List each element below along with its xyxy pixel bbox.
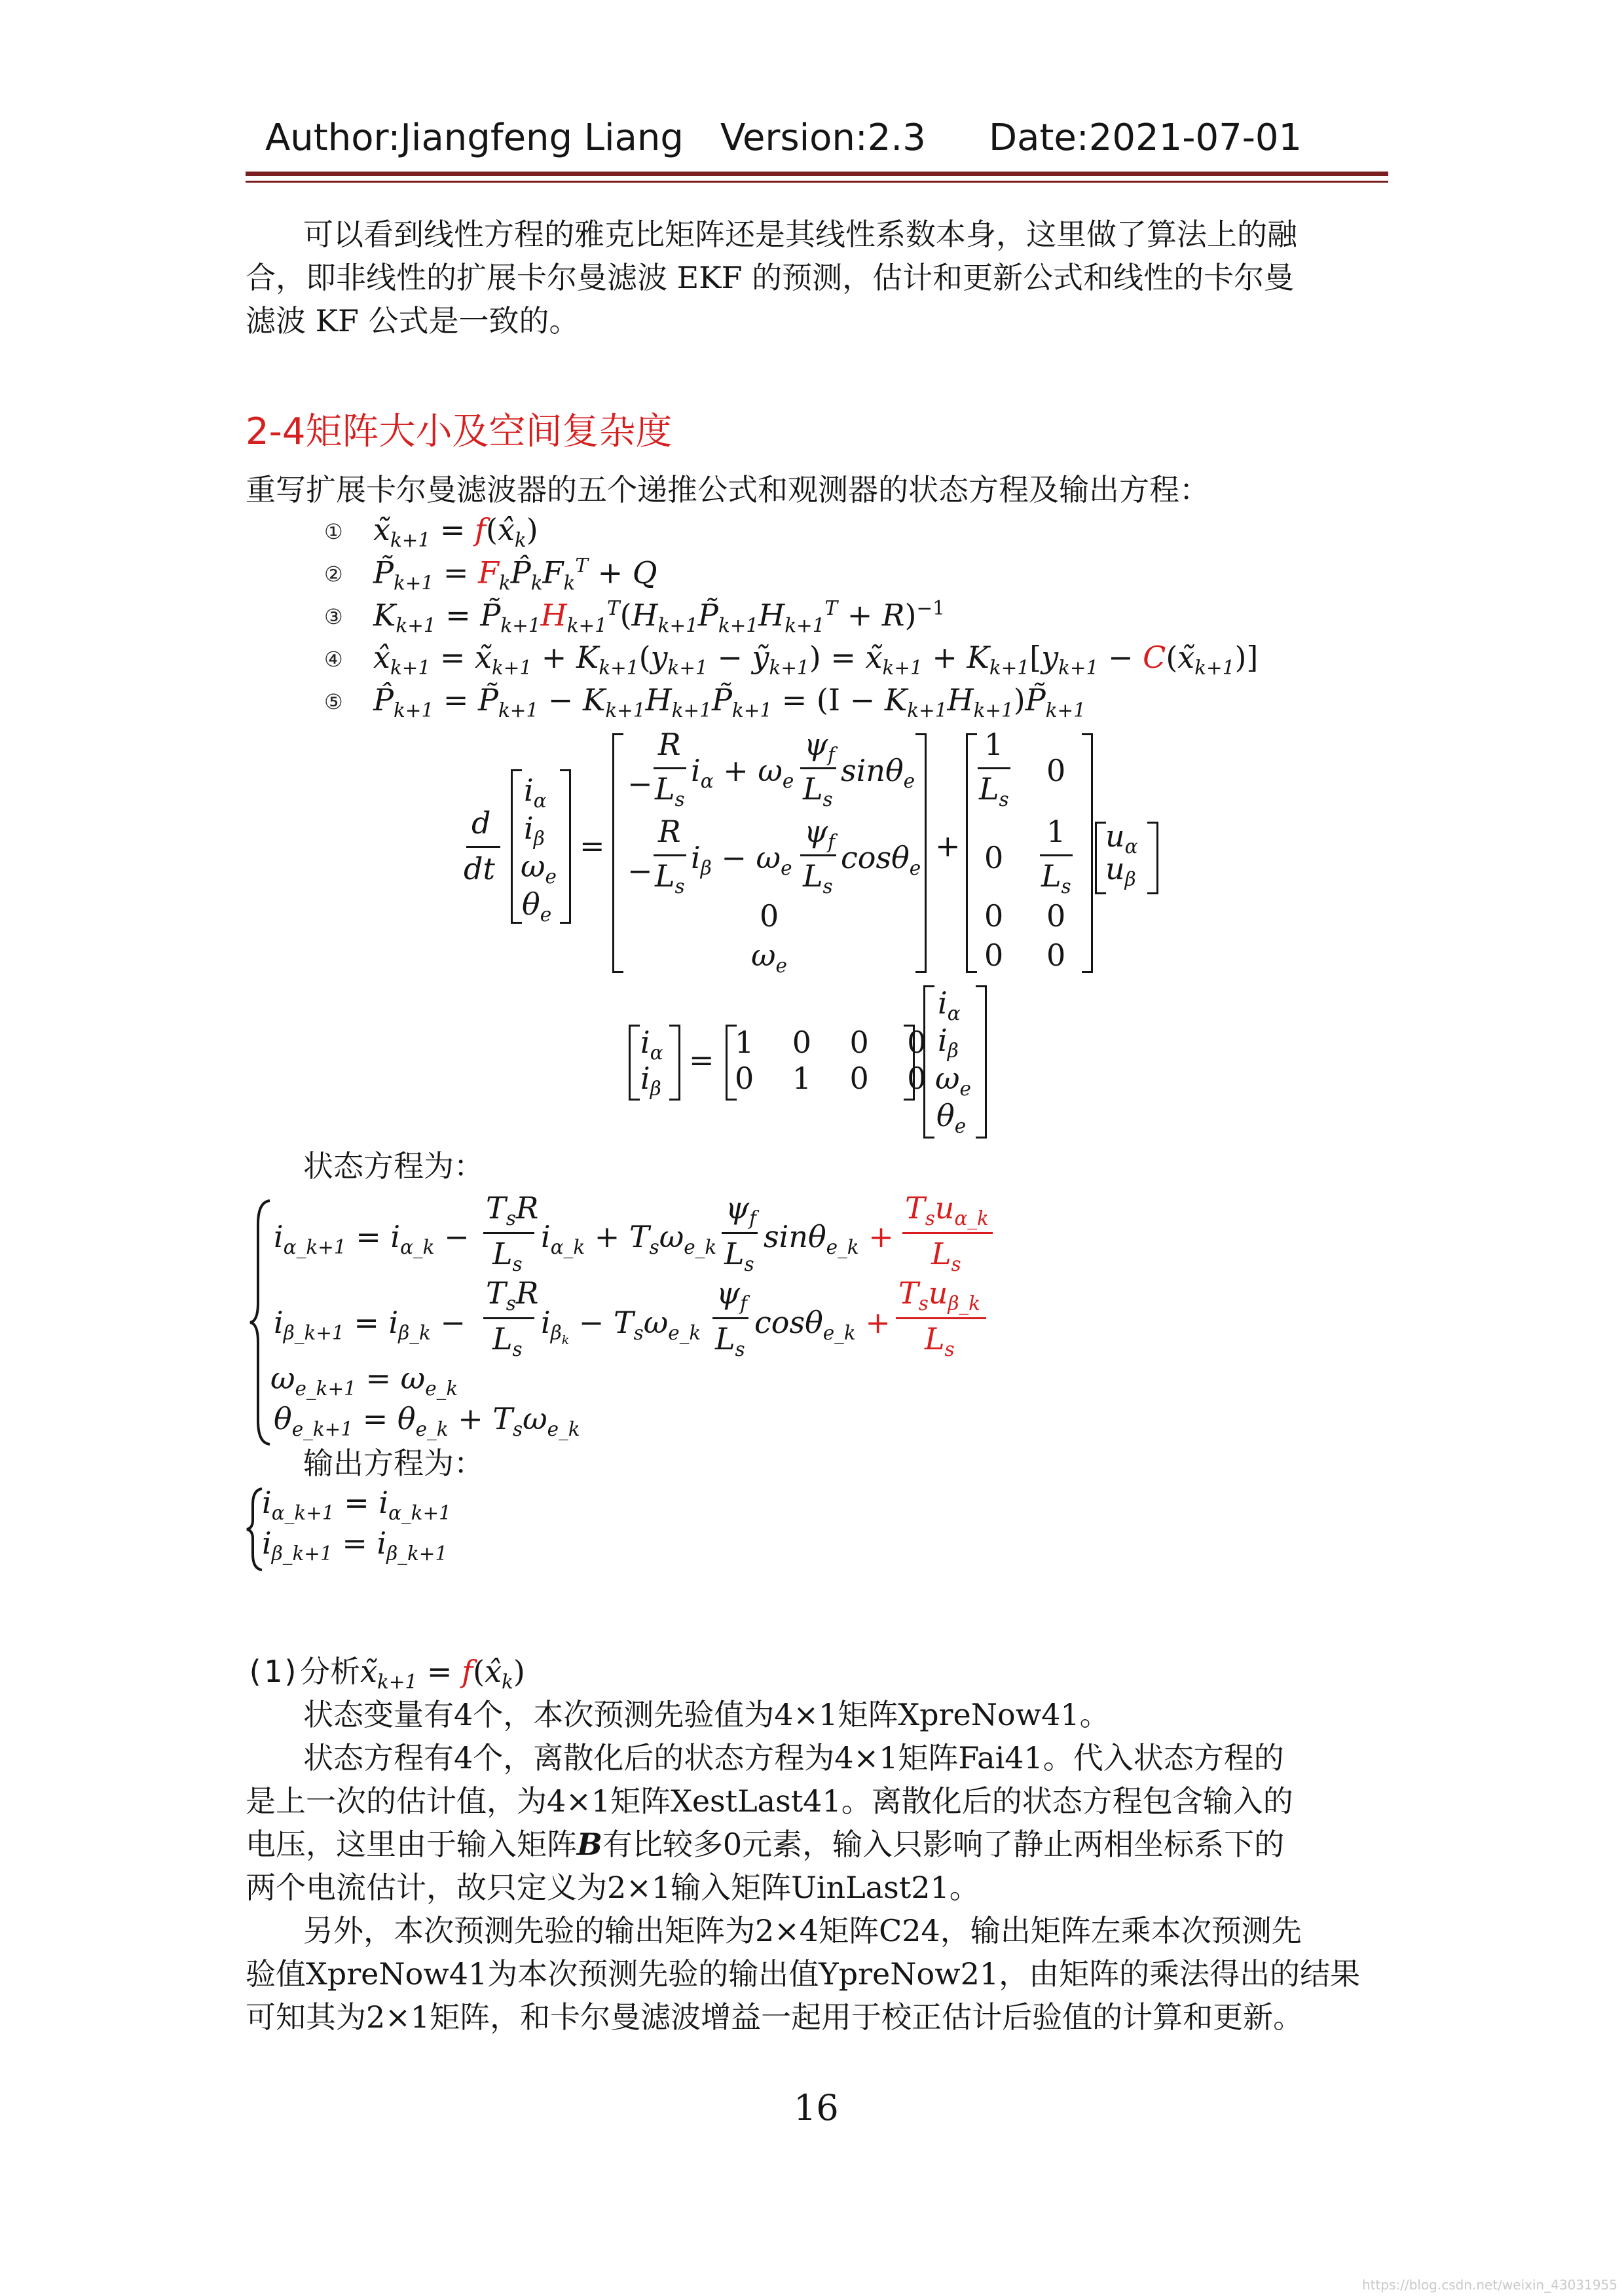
left-brace: [248, 1198, 274, 1447]
matrix-b-symbol: B: [577, 1827, 602, 1862]
formula-2: $P̃_{k+1}$ = $F_kP̂_kF_k^T + Q$: [373, 555, 657, 594]
formula-number-2: ②: [324, 562, 343, 587]
analysis-paragraph-2-line-1: 状态方程有4个，离散化后的状态方程为4×1矩阵Fai41。代入状态方程的: [303, 1740, 1284, 1776]
formula-number-1: ①: [324, 519, 343, 544]
analysis-title: (1)分析$x̃_{k+1}$ = $f(x̂_k)$: [246, 1654, 525, 1694]
state-equation-label: 状态方程为：: [303, 1148, 484, 1184]
analysis-paragraph-3-line-3: 可知其为2×1矩阵，和卡尔曼滤波增益一起用于校正估计后验值的计算和更新。: [246, 1999, 1304, 2035]
header-rule-thin: [246, 181, 1388, 183]
header-version: Version:2.3: [720, 117, 926, 159]
watermark: https://blog.csdn.net/weixin_43031955: [1362, 2277, 1618, 2293]
analysis-paragraph-2-line-2: 是上一次的估计值，为4×1矩阵XestLast41。离散化后的状态方程包含输入的: [246, 1783, 1293, 1819]
analysis-paragraph-2-line-4: 两个电流估计，故只定义为2×1输入矩阵UinLast21。: [246, 1870, 980, 1905]
output-equation-label: 输出方程为：: [303, 1446, 484, 1481]
analysis-paragraph-1: 状态变量有4个，本次预测先验值为4×1矩阵XpreNow41。: [303, 1697, 1110, 1732]
intro-line-1: 可以看到线性方程的雅克比矩阵还是其线性系数本身，这里做了算法上的融: [303, 217, 1297, 252]
formula-3: $K_{k+1}$ = $P̃_{k+1}H_{k+1}^T(H_{k+1}P̃_{k+1}H_{k+1}^T + R)^{-1}$: [373, 597, 945, 637]
formula-1: $x̃_{k+1}$ = $f(x̂_k)$: [373, 512, 538, 552]
page-number: 16: [794, 2087, 839, 2128]
document-page: Author:Jiangfeng Liang Version:2.3 Date:2021-07-01 可以看到线性方程的雅克比矩阵还是其线性系数本身，这里做了算法上的融 合，即非线性的扩展卡尔曼滤波 EKF 的预测，估计和更新公式和线性的卡尔曼 滤波 KF 公式是一致的。 2-4矩阵大小及空间复杂度 重写扩展卡尔曼滤波器的五个递推公式和观测器的状态方程及输出方程： ① $x̃_{k+1}$ = $f(x̂_k)$ ② $P̃_{k+1}$ = $F_kP̂_kF_k^T + Q$ ③ $K_{k+1}$ = $P̃_{k+1}H_{k+1}^T(H_{k+1}P̃_{k+1}H_{k+1}^T + R)^{-1}$ ④ $x̂_{k+1}$ = $x̃_{k+1} + K_{k+1}(y_{k+1}$ − ỹ$_{k+1}$) = $x̃_{k+1} + K_{k+1}[y_{k+1}$ − $C(x̃_{k+1})$] ⑤ $P̂_{k+1}$ = $P̃_{k+1}$ − $K_{k+1}H_{k+1}P̃_{k+1} = (I$ − $K_{k+1}H_{k+1})P̃_{k+1}$ d dt $i_\alpha$ $i_\beta$ $\omega_e$ $\theta_e$ = − R $L_s$ $i_\alpha + \omega_e$ $\psi_f$ $L_s$ sinθ$_e$ − R $L_s$ $i_\beta - \omega_e$ $\psi_f$ $L_s$ cosθ$_e$ 0 $\omega_e$ + 1 $L_s$ 0 0 1 $L_s$ 0 0 0 0 $u_\alpha$ $u_\beta$ $i_\alpha$ $i_\beta$ = 1 0 0 0 0 1 0 0 $i_\alpha$ $i_\beta$ $\omega_e$ $\theta_e$ 状态方程为： $i_{\alpha\_k+1} = i_{\alpha\_k}$ − $T_sR$ $L_s$ $i_{\alpha\_k} + T_s\omega_{e\_k}$ $\psi_f$ $L_s$ sinθ$_{e\_k}$ + $T_su_{\alpha\_k}$ $L_s$ $i_{\beta\_k+1} = i_{\beta\_k}$ − $T_sR$ $L_s$ $i_{\beta_k} - T_s\omega_{e\_k}$ $\psi_f$ $L_s$ cosθ$_{e\_k}$ + $T_su_{\beta\_k}$ $L_s$ $\omega_{e\_k+1} = \omega_{e\_k}$ $\theta_{e\_k+1} = \theta_{e\_k} + T_s\omega_{e\_k}$ 输出方程为： $i_{\alpha\_k+1} = i_{\alpha\_k+1}$ $i_{\beta\_k+1} = i_{\beta\_k+1}$ (1)分析$x̃_{k+1}$ = $f(x̂_k)$ 状态变量有4个，本次预测先验值为4×1矩阵XpreNow41。 状态方程有4个，离散化后的状态方程为4×1矩阵Fai41。代入状态方程的 是上一次的估计值，为4×1矩阵XestLast41。离散化后的状态方程包含输入的 电压，这里由于输入矩阵B有比较多0元素，输入只影响了静止两相坐标系下的 两个电流估计，故只定义为2×1输入矩阵UinLast21。 另外，本次预测先验的输出矩阵为2×4矩阵C24，输出矩阵左乘本次预测先 验值XpreNow41为本次预测先验的输出值YpreNow21，由矩阵的乘法得出的结果 可知其为2×1矩阵，和卡尔曼滤波增益一起用于校正估计后验值的计算和更新。 16 https://blog.csdn.net/weixin_43031955: [0, 0, 1624, 2296]
formula-number-4: ④: [324, 647, 343, 672]
formula-4: $x̂_{k+1}$ = $x̃_{k+1} + K_{k+1}(y_{k+1}$ − ỹ$_{k+1}$) = $x̃_{k+1} + K_{k+1}[y_{k+1}$ − $C(x̃_{k+1})$]: [373, 640, 1259, 680]
analysis-paragraph-3-line-2: 验值XpreNow41为本次预测先验的输出值YpreNow21，由矩阵的乘法得出的结果: [246, 1956, 1361, 1992]
section-lead: 重写扩展卡尔曼滤波器的五个递推公式和观测器的状态方程及输出方程：: [246, 472, 1209, 507]
section-title: 2-4矩阵大小及空间复杂度: [246, 410, 673, 453]
formula-number-3: ③: [324, 604, 343, 629]
analysis-title-prefix: (1)分析: [246, 1654, 361, 1689]
header-rule-thick: [246, 172, 1388, 176]
intro-line-3: 滤波 KF 公式是一致的。: [246, 303, 580, 338]
header-author: Author:Jiangfeng Liang: [265, 117, 684, 159]
analysis-paragraph-2-line-3: 电压，这里由于输入矩阵B有比较多0元素，输入只影响了静止两相坐标系下的: [246, 1827, 1285, 1862]
formula-5: $P̂_{k+1}$ = $P̃_{k+1}$ − $K_{k+1}H_{k+1}P̃_{k+1} = (I$ − $K_{k+1}H_{k+1})P̃_{k+1}$: [373, 682, 1086, 722]
header-date: Date:2021-07-01: [989, 117, 1302, 159]
formula-number-5: ⑤: [324, 689, 343, 714]
analysis-paragraph-3-line-1: 另外，本次预测先验的输出矩阵为2×4矩阵C24，输出矩阵左乘本次预测先: [303, 1913, 1302, 1948]
intro-line-2: 合，即非线性的扩展卡尔曼滤波 EKF 的预测，估计和更新公式和线性的卡尔曼: [246, 260, 1295, 295]
